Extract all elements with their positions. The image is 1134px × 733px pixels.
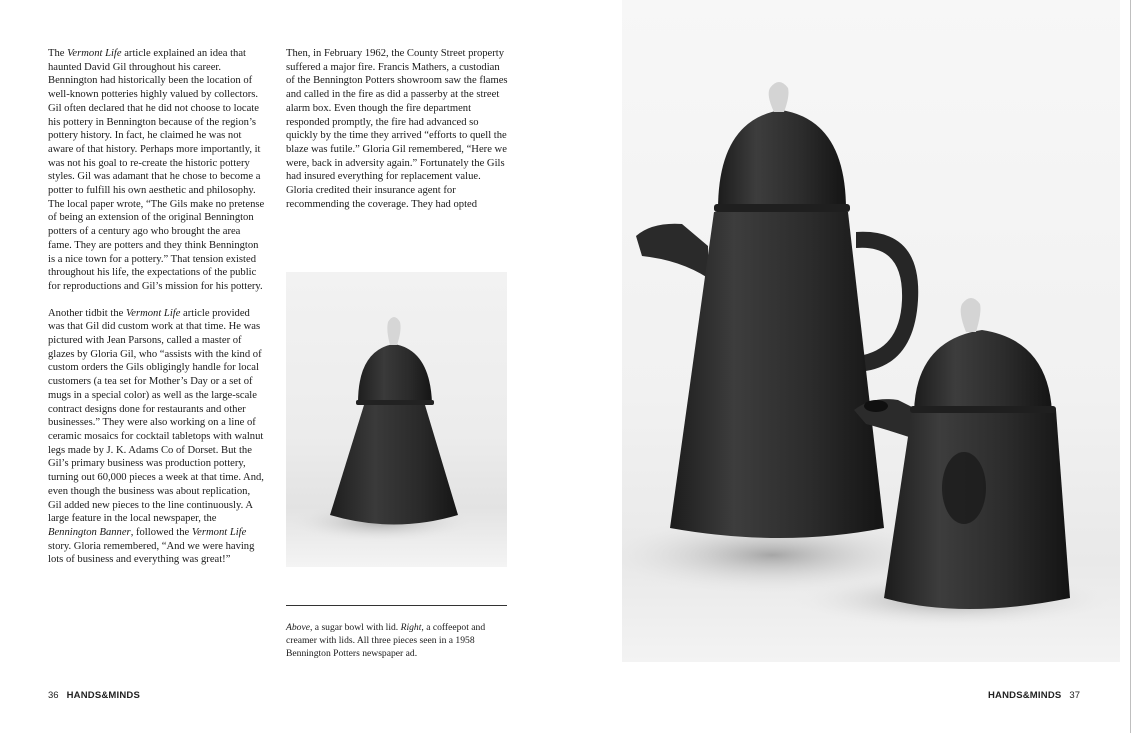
paragraph-1: The Vermont Life article explained an idea that haunted David Gil throughout his career. Bennington had historically been the location of well-known potteries highly valued by collectors. Gil often declared that he did not choose to locate his pottery in Bennington because of the region’s pottery history. In fact, he claimed he was not aware of that history. Perhaps more importantly, it was not his goal to re-create the historic pottery styles. Gil was adamant that he chose to become a potter to fulfill his own aesthetic and philosophy. The local paper wrote, “The Gils make no pretense of being an extension of the original Bennington potters of a century ago who brought the area fame. They are potters and they think Bennington is a nice town for a pottery.” That tension existed throughout his life, the expectations of the public for reproductions and Gil’s mission for his pottery. (48, 48, 265, 292)
magazine-name-left: HANDS&MINDS (66, 690, 141, 701)
paragraph-3: Then, in February 1962, the County Street property suffered a major fire. Francis Mathers, a custodian of the Bennington Potters showroom saw the flames and called in the fire as did a passerby at the street alarm box. Even though the fire department responded promptly, the fire had advanced so quickly by the time they arrived “efforts to quell the blaze was futile.” Gloria Gil remembered, “Here we were, back in adversity again.” Fortunately the Gils had insured everything for replacement value. Gloria credited their insurance agent for recommending the coverage. They had opted (286, 48, 508, 210)
magazine-name-right: HANDS&MINDS (987, 690, 1062, 701)
body-column-1 (48, 47, 266, 580)
folio-left (48, 690, 140, 701)
page-edge (1130, 0, 1131, 733)
page-number-left: 36 (48, 690, 59, 701)
caption-rule (286, 605, 507, 606)
coffeepot-creamer-illustration (622, 0, 1120, 662)
body-column-2 (286, 47, 508, 224)
coffeepot-creamer-photo (622, 0, 1120, 662)
paragraph-2: Another tidbit the Vermont Life article provided was that Gil did custom work at that time. He was pictured with Jean Parsons, called a master of glazes by Gloria Gil, who “assists with the kind of custom orders the Gils obligingly handle for local customers (a tea set for Mother’s Day or a set of mugs in a special color) as well as the large-scale contract designs done for restaurants and other businesses.” They were also working on a line of ceramic mosaics for cocktail tabletops with walnut legs made by J. K. Adams Co of Dorset. But the Gil’s primary business was production pottery, turning out 60,000 pieces a week at that time. And, even though the business was about replication, Gil added new pieces to the line continuously. A large feature in the local newspaper, the Bennington Banner, followed the Vermont Life story. Gloria remembered, “And we were having lots of business and everything was great!” (48, 307, 264, 566)
folio-right (988, 690, 1080, 701)
sugar-bowl-illustration (286, 272, 507, 567)
page-number-right: 37 (1069, 690, 1080, 701)
photo-caption: Above, a sugar bowl with lid. Right, a coffeepot and creamer with lids. All three pieces seen in a 1958 Bennington Potters newspaper ad. (286, 622, 486, 660)
sugar-bowl-photo (286, 272, 507, 567)
